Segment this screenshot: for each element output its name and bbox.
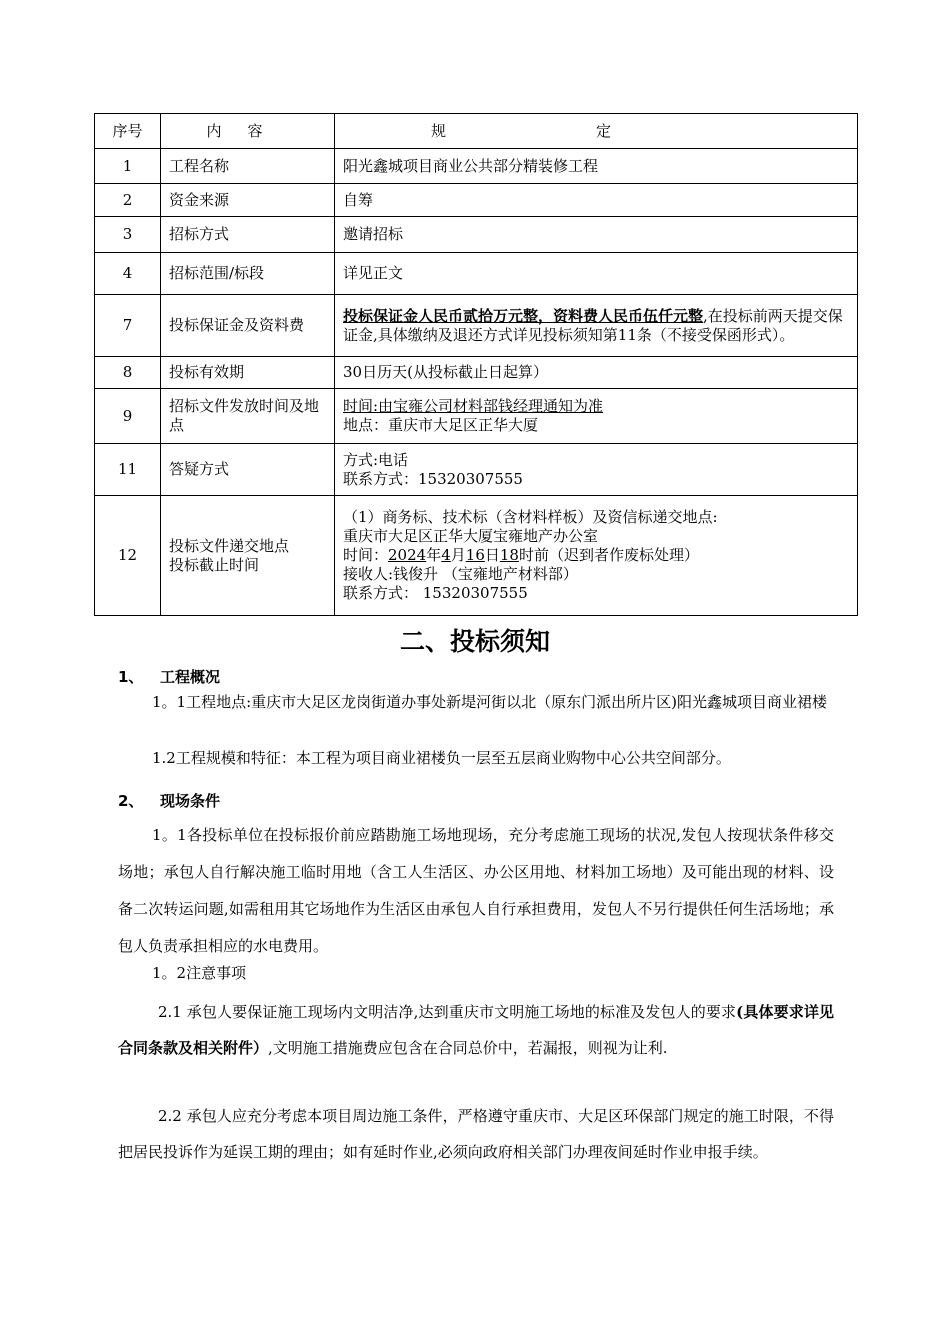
- row-item: 工程名称: [161, 149, 335, 184]
- row-item-line: 投标截止时间: [169, 555, 260, 574]
- table-row: [95, 149, 858, 184]
- paragraph: 2.2 承包人应充分考虑本项目周边施工条件，严格遵守重庆市、大足区环保部门规定的施工时限，不得把居民投诉作为延误工期的理由；如有延时作业,必须向政府相关部门办理夜间延时作业申报手续。: [118, 1107, 834, 1161]
- tender-spec-table: [94, 113, 858, 616]
- paragraph: 2.1 承包人要保证施工现场内文明洁净,达到重庆市文明施工场地的标准及发包人的要求(具体要求详见合同条款及相关附件）,文明施工措施费应包含在合同总价中，若漏报，则视为让利.: [118, 1003, 834, 1057]
- paragraph: 1。2注意事项: [152, 964, 247, 982]
- row-item-line: 投标文件递交地点: [169, 536, 290, 555]
- row-item: 投标有效期: [161, 357, 335, 389]
- row-item: 答疑方式: [161, 444, 335, 496]
- row-no: 7: [95, 295, 161, 357]
- row-no: 12: [95, 496, 161, 616]
- row-no: 1: [95, 149, 161, 184]
- deposit-amount: 投标保证金人民币贰拾万元整，资料费人民币伍仟元整: [343, 306, 704, 325]
- row-spec: [335, 389, 858, 444]
- row-item: 招标文件发放时间及地点: [161, 389, 335, 444]
- table-row: [95, 253, 858, 295]
- paragraph: 1。1工程地点:重庆市大足区龙岗街道办事处新堤河街以北（原东门派出所片区)阳光鑫城项目商业裙楼: [152, 693, 827, 711]
- header-no: 序号: [95, 114, 161, 149]
- row-item: [161, 496, 335, 616]
- table-row: [95, 496, 858, 616]
- row-no: 3: [95, 217, 161, 253]
- subsection-heading: 1、 工程概况: [118, 668, 221, 686]
- submission-item: （1）商务标、技术标（含材料样板）及资信标递交地点:: [343, 508, 718, 526]
- row-spec: 阳光鑫城项目商业公共部分精装修工程: [335, 149, 858, 184]
- qa-method: 方式:电话: [343, 450, 409, 469]
- row-spec: [335, 295, 858, 357]
- row-no: 9: [95, 389, 161, 444]
- row-no: 4: [95, 253, 161, 295]
- submission-place: 重庆市大足区正华大厦宝雍地产办公室: [343, 527, 599, 545]
- subsection-heading: 2、 现场条件: [118, 792, 221, 810]
- paragraph: 1。1各投标单位在投标报价前应踏勘施工场地现场，充分考虑施工现场的状况,发包人按现状条件移交场地；承包人自行解决施工临时用地（含工人生活区、办公区用地、材料加工场地）及可能出现的材料、设备二次转运问题,如需租用其它场地作为生活区由承包人自行承担费用，发包人不另行提供任何生活场地；承包人负责承担相应的水电费用。: [118, 826, 834, 955]
- row-no: 2: [95, 184, 161, 217]
- paragraph: 1.2工程规模和特征：本工程为项目商业裙楼负一层至五层商业购物中心公共空间部分。: [152, 749, 731, 767]
- table-header-row: [95, 114, 858, 149]
- receiver: 接收人:钱俊升 （宝雍地产材料部）: [343, 565, 578, 583]
- section-title: 二、投标须知: [399, 627, 550, 656]
- row-spec: 30日历天(从投标截止日起算）: [335, 357, 858, 389]
- issue-time: 时间:由宝雍公司材料部钱经理通知为准: [343, 397, 604, 415]
- row-item: 资金来源: [161, 184, 335, 217]
- qa-contact: 联系方式：15320307555: [343, 469, 523, 488]
- row-spec: 邀请招标: [335, 217, 858, 253]
- submission-contact: 联系方式： 15320307555: [343, 584, 528, 602]
- row-no: 8: [95, 357, 161, 389]
- table-row: [95, 217, 858, 253]
- row-spec: [335, 496, 858, 616]
- row-spec: 自筹: [335, 184, 858, 217]
- deposit-terms: ,在投标前两天提交保证金,具体缴纳及退还方式详见投标须知第11条（不接受保函形式）。: [343, 306, 843, 344]
- submission-deadline: 时间：2024年4月16日18时前（迟到者作废标处理）: [343, 546, 699, 564]
- row-item: 投标保证金及资料费: [161, 295, 335, 357]
- row-item: 招标范围/标段: [161, 253, 335, 295]
- table-row: [95, 444, 858, 496]
- header-content: 内容: [161, 114, 335, 149]
- row-spec: 详见正文: [335, 253, 858, 295]
- issue-place: 地点：重庆市大足区正华大厦: [343, 416, 539, 434]
- table-row: [95, 357, 858, 389]
- header-spec: 规定: [335, 114, 858, 149]
- table-row: [95, 295, 858, 357]
- row-item: 招标方式: [161, 217, 335, 253]
- table-row: [95, 184, 858, 217]
- row-no: 11: [95, 444, 161, 496]
- row-spec: [335, 444, 858, 496]
- table-row: [95, 389, 858, 444]
